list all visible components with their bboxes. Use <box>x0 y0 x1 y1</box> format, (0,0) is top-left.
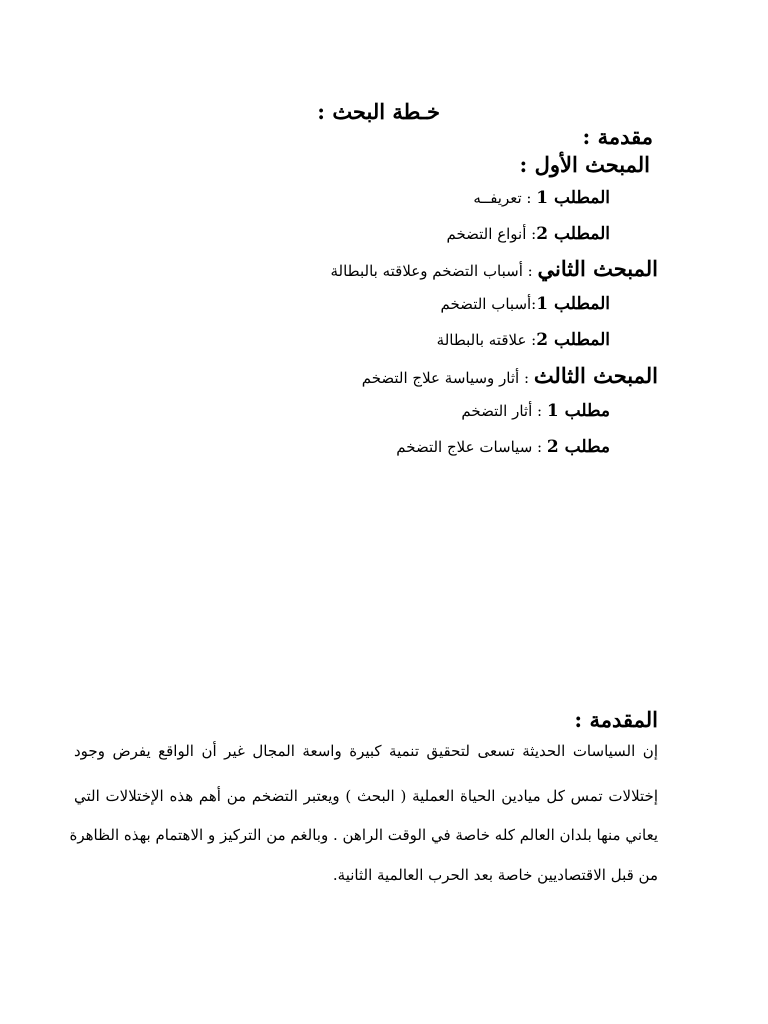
ch1-item-1-text: : تعريفــه <box>473 189 537 207</box>
ch2-item-2-text: : علاقته بالبطالة <box>436 331 537 349</box>
chapter-2-title: : أسباب التضخم وعلاقته بالبطالة <box>330 262 538 280</box>
ch1-item-1 <box>473 188 610 208</box>
ch1-item-1-label: المطلب 1 <box>536 188 610 208</box>
ch3-item-2-text: : سياسات علاج التضخم <box>396 438 547 456</box>
intro-line-2: إختلالات تمس كل ميادين الحياة العملية ( البحث ) ويعتبر التضخم من أهم هذه الإختلالات التي <box>74 787 658 805</box>
chapter-3-heading: المبحث الثالث <box>533 363 658 388</box>
ch1-item-2 <box>446 224 610 244</box>
ch3-item-2 <box>396 437 610 457</box>
intro-line-3: يعاني منها بلدان العالم كله خاصة في الوقت الراهن . وبالغم من التركيز و الاهتمام بهذه الظاهرة <box>69 826 658 844</box>
chapter-2-line <box>330 256 658 281</box>
ch2-item-2 <box>437 330 610 350</box>
ch3-item-1-label: مطلب 1 <box>546 401 610 421</box>
plan-title: خـطة البحث : <box>317 99 440 124</box>
ch1-item-2-text: : أنواع التضخم <box>446 225 537 243</box>
chapter-3-title: : أثار وسياسة علاج التضخم <box>361 369 534 387</box>
ch3-item-2-label: مطلب 2 <box>546 437 610 457</box>
intro-heading: المقدمة : <box>574 707 658 732</box>
intro-line-4: من قبل الاقتصاديين خاصة بعد الحرب العالمية الثانية. <box>332 866 658 884</box>
ch2-item-1-label: المطلب 1 <box>536 294 610 314</box>
ch2-item-1-text: :أسباب التضخم <box>440 295 537 313</box>
ch3-item-1-text: : أثار التضخم <box>461 402 547 420</box>
intro-line-1: إن السياسات الحديثة تسعى لتحقيق تنمية كبيرة واسعة المجال غير أن الواقع يفرض وجود <box>74 742 658 760</box>
intro-heading-plan: مقدمة : <box>582 124 653 149</box>
ch3-item-1 <box>461 401 610 421</box>
chapter-2-heading: المبحث الثاني <box>537 256 658 281</box>
ch2-item-1 <box>441 294 610 314</box>
chapter-1-heading: المبحث الأول : <box>519 152 650 177</box>
ch1-item-2-label: المطلب 2 <box>536 224 610 244</box>
chapter-3-line <box>362 363 658 388</box>
ch2-item-2-label: المطلب 2 <box>536 330 610 350</box>
